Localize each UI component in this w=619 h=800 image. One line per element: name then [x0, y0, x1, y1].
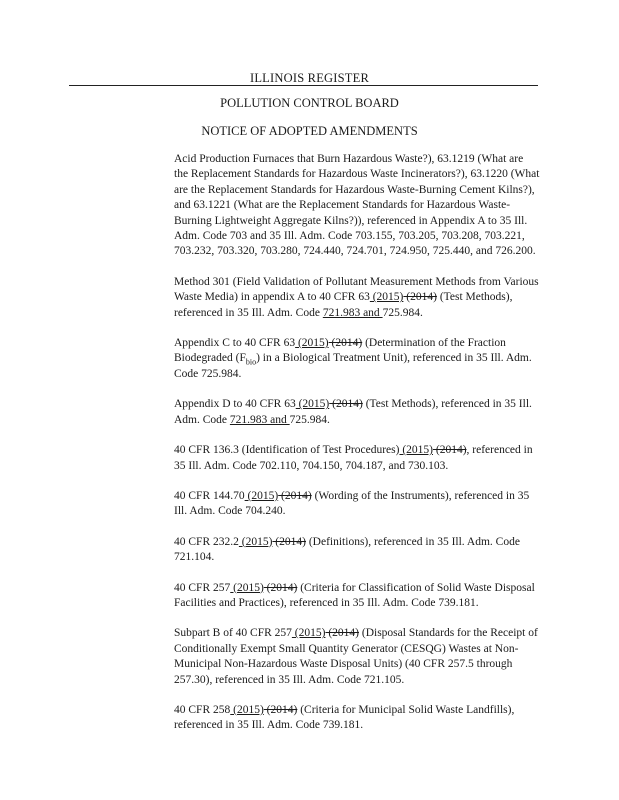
paragraph-text: 40 CFR 232.2: [174, 535, 239, 548]
deleted-text: (2014): [403, 291, 437, 304]
paragraph-3: [174, 336, 540, 382]
paragraph-10: [174, 703, 540, 734]
paragraph-text: ) in a Biological Treatment Unit), referenced in 35 Ill. Adm. Code 725.984.: [174, 352, 532, 380]
paragraph-2: [174, 275, 540, 321]
inserted-text: (2015): [295, 398, 330, 411]
paragraph-text: (Disposal Standards for the Receipt of Conditionally Exempt Small Quantity Generator (CESQG) Wastes at Non-Municipal Non-Hazardous Waste Disposal Units) (40 CFR 257.5 through 257.30), referenced in 35 Ill. Adm. Code 721.105.: [174, 627, 538, 686]
subscript-text: bio: [245, 357, 257, 367]
inserted-text: (2015): [230, 581, 264, 594]
paragraph-7: [174, 535, 540, 566]
deleted-text: (2014): [263, 703, 298, 716]
paragraph-text: 40 CFR 136.3 (Identification of Test Procedures): [174, 444, 400, 457]
deleted-text: (2014): [263, 581, 298, 594]
document-body: [174, 152, 540, 749]
inserted-text: (2015): [399, 444, 433, 457]
paragraph-text: 40 CFR 258: [174, 703, 231, 716]
inserted-text: (2015): [244, 489, 279, 502]
deleted-text: (2014): [278, 489, 312, 502]
paragraph-text: , referenced in 35 Ill. Adm. Code 702.110, 704.150, 704.187, and 730.103.: [174, 444, 533, 472]
deleted-text: (2014): [328, 337, 363, 350]
paragraph-text: 725.984.: [382, 306, 423, 319]
deleted-text: (2014): [432, 444, 467, 457]
inserted-text: 721.983 and: [322, 306, 383, 319]
paragraph-text: 725.984.: [289, 413, 330, 426]
paragraph-text: (Criteria for Municipal Solid Waste Landfills), referenced in 35 Ill. Adm. Code 739.181.: [174, 703, 515, 732]
paragraph-text: Subpart B of 40 CFR 257: [174, 627, 292, 640]
inserted-text: (2015): [291, 627, 326, 640]
header-rule: [69, 85, 538, 86]
inserted-text: 721.983 and: [229, 413, 290, 426]
paragraph-text: Method 301 (Field Validation of Pollutant Measurement Methods from Various Waste Media) in appendix A to 40 CFR 63: [174, 275, 539, 304]
agency-name: POLLUTION CONTROL BOARD: [220, 96, 399, 110]
deleted-text: (2014): [329, 398, 363, 411]
paragraph-text: (Definitions), referenced in 35 Ill. Adm. Code 721.104.: [174, 535, 520, 564]
paragraph-1: [174, 152, 540, 260]
notice-title: NOTICE OF ADOPTED AMENDMENTS: [201, 124, 418, 138]
inserted-text: (2015): [238, 535, 273, 548]
paragraph-text: Acid Production Furnaces that Burn Hazardous Waste?), 63.1219 (What are the Replacement Standards for Hazardous Waste Incinerators?), 63.1220 (What are the Replacement Standards for Hazardous Waste-Burning Cement Kilns?), and 63.1221 (What are the Replacement Standards for Hazardous Waste-Burning Lightweight Aggregate Kilns?)), referenced in Appendix A to 35 Ill. Adm. Code 703 and 35 Ill. Adm. Code 703.155, 703.205, 703.208, 703.221, 703.232, 703.320, 703.280, 724.440, 724.701, 724.950, 725.440, and 726.200.: [174, 153, 540, 258]
paragraph-text: (Wording of the Instruments), referenced in 35 Ill. Adm. Code 704.240.: [174, 489, 530, 518]
inserted-text: (2015): [369, 291, 404, 304]
paragraph-text: (Test Methods), referenced in 35 Ill. Adm. Code: [174, 398, 532, 426]
paragraph-text: Appendix D to 40 CFR 63: [174, 398, 296, 411]
paragraph-9: [174, 626, 540, 688]
paragraph-6: [174, 489, 540, 520]
paragraph-5: [174, 443, 540, 474]
deleted-text: (2014): [272, 535, 306, 548]
paragraph-text: (Criteria for Classification of Solid Waste Disposal Facilities and Practices), referenced in 35 Ill. Adm. Code 739.181.: [174, 581, 535, 609]
paragraph-text: 40 CFR 144.70: [174, 489, 245, 502]
paragraph-8: [174, 581, 540, 612]
inserted-text: (2015): [295, 337, 329, 350]
paragraph-text: (Determination of the Fraction Biodegraded (F: [174, 337, 506, 365]
paragraph-4: [174, 397, 540, 428]
register-title: ILLINOIS REGISTER: [249, 71, 369, 85]
paragraph-text: 40 CFR 257: [174, 581, 231, 594]
inserted-text: (2015): [230, 703, 264, 716]
paragraph-text: Appendix C to 40 CFR 63: [174, 337, 296, 350]
deleted-text: (2014): [325, 627, 359, 640]
paragraph-text: (Test Methods), referenced in 35 Ill. Adm. Code: [174, 291, 513, 319]
